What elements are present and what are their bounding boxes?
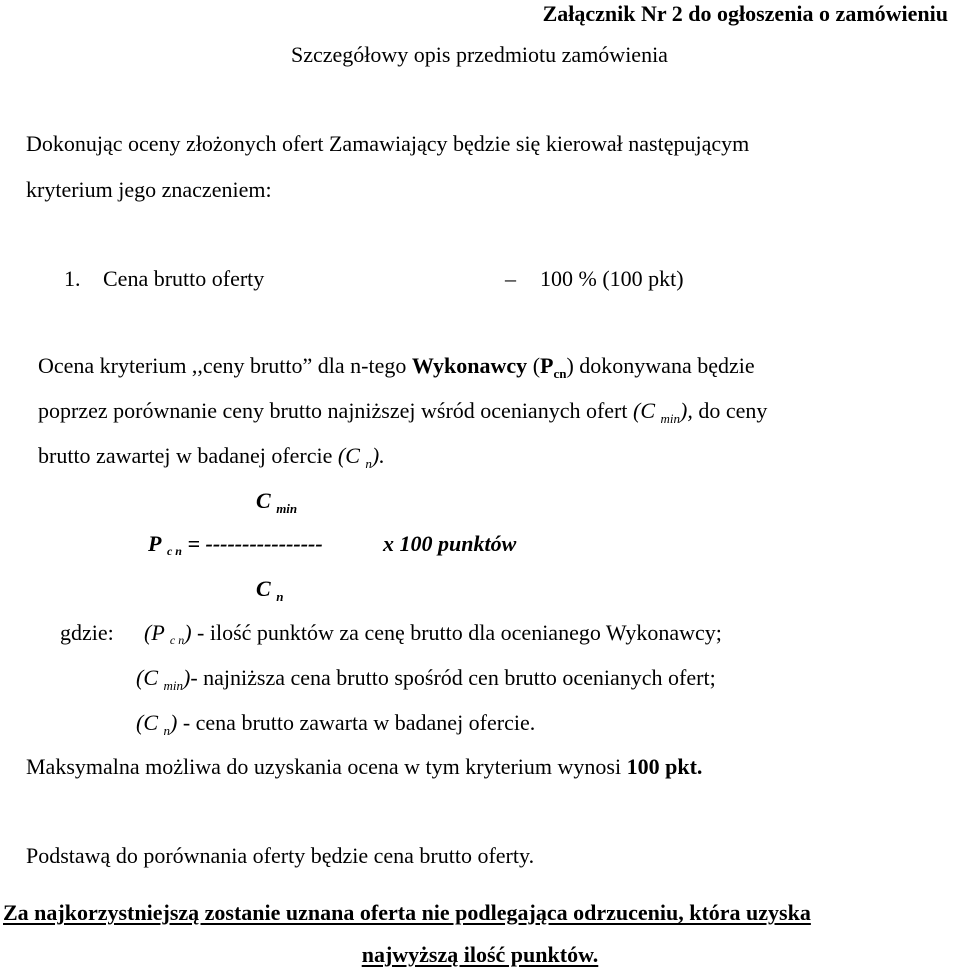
legend-description: - cena brutto zawarta w badanej ofercie. — [177, 710, 536, 735]
legend-symbol: (C — [136, 665, 164, 690]
legend-symbol: (P — [144, 620, 170, 645]
intro-line-1: Dokonując oceny złożonych ofert Zamawiający będzie się kierował następującym — [26, 131, 750, 156]
max-score-value: 100 pkt. — [626, 754, 703, 779]
formula-fraction-bar: = ---------------- — [181, 531, 323, 556]
cn-symbol: (C — [337, 443, 366, 468]
legend-description: - najniższa cena brutto spośród cen brutto ocenianych ofert; — [190, 665, 716, 690]
criterion-number: 1. — [64, 266, 81, 291]
cmin-symbol: (C — [633, 398, 661, 423]
cn-close: ). — [371, 443, 385, 468]
description-text: do ceny — [692, 398, 768, 423]
max-score-line — [26, 756, 702, 778]
formula-lhs-subscript: c n — [166, 544, 182, 558]
legend-symbol-close: ) — [170, 710, 178, 735]
formula-main-line — [148, 531, 323, 558]
description-line-1 — [38, 353, 755, 381]
document-subtitle: Szczegółowy opis przedmiotu zamówienia — [291, 42, 668, 67]
legend-symbol-subscript: n — [163, 723, 170, 738]
criterion-dash: – — [505, 266, 516, 291]
legend-item-3 — [136, 710, 536, 738]
score-symbol-subscript: cn — [553, 366, 567, 381]
description-text: poprzez porównanie ceny brutto najniższej wśród ocenianych ofert — [38, 398, 633, 423]
formula-denominator-symbol: C — [256, 576, 271, 601]
legend-item-1 — [144, 620, 722, 647]
formula-lhs: P — [148, 531, 162, 556]
description-line-2 — [38, 398, 768, 426]
legend-symbol-subscript: min — [163, 678, 183, 693]
legend-item-2 — [136, 665, 716, 693]
contractor-label: Wykonawcy — [411, 353, 528, 378]
conclusion-line-2: najwyższą ilość punktów. — [361, 942, 599, 967]
criterion-weight: 100 % (100 pkt) — [540, 266, 684, 291]
formula-denominator-subscript: n — [276, 589, 284, 604]
formula-multiplier: x 100 punktów — [383, 531, 517, 556]
description-line-3 — [38, 443, 385, 471]
legend-symbol-close: ) — [184, 620, 192, 645]
description-text: Ocena kryterium ,,ceny brutto” dla n-tego — [38, 353, 412, 378]
formula-denominator — [256, 576, 284, 604]
formula-numerator — [256, 488, 298, 516]
conclusion-line-1: Za najkorzystniejszą zostanie uznana oferta nie podlegająca odrzuceniu, która uzyska — [3, 900, 811, 925]
description-text: ( — [527, 353, 541, 378]
legend-symbol: (C — [136, 710, 164, 735]
legend-symbol-subscript: c n — [169, 633, 185, 647]
score-symbol: P — [540, 353, 554, 378]
criterion-name: Cena brutto oferty — [103, 266, 265, 291]
comparison-basis: Podstawą do porównania oferty będzie cena brutto oferty. — [26, 843, 535, 868]
intro-line-2: kryterium jego znaczeniem: — [26, 177, 272, 202]
cmin-close: ), — [680, 398, 693, 423]
description-text: ) dokonywana będzie — [566, 353, 755, 378]
legend-description: - ilość punktów za cenę brutto dla ocenianego Wykonawcy; — [191, 620, 722, 645]
attachment-title: Załącznik Nr 2 do ogłoszenia o zamówieniu — [542, 1, 948, 26]
legend-symbol-close: ) — [183, 665, 191, 690]
cn-subscript: n — [365, 456, 372, 471]
description-text: brutto zawartej w badanej ofercie — [38, 443, 338, 468]
formula-numerator-subscript: min — [276, 501, 298, 516]
legend-where-label: gdzie: — [60, 620, 114, 645]
max-score-text: Maksymalna możliwa do uzyskania ocena w tym kryterium wynosi — [26, 754, 627, 779]
cmin-subscript: min — [660, 411, 680, 426]
formula-numerator-symbol: C — [256, 488, 271, 513]
